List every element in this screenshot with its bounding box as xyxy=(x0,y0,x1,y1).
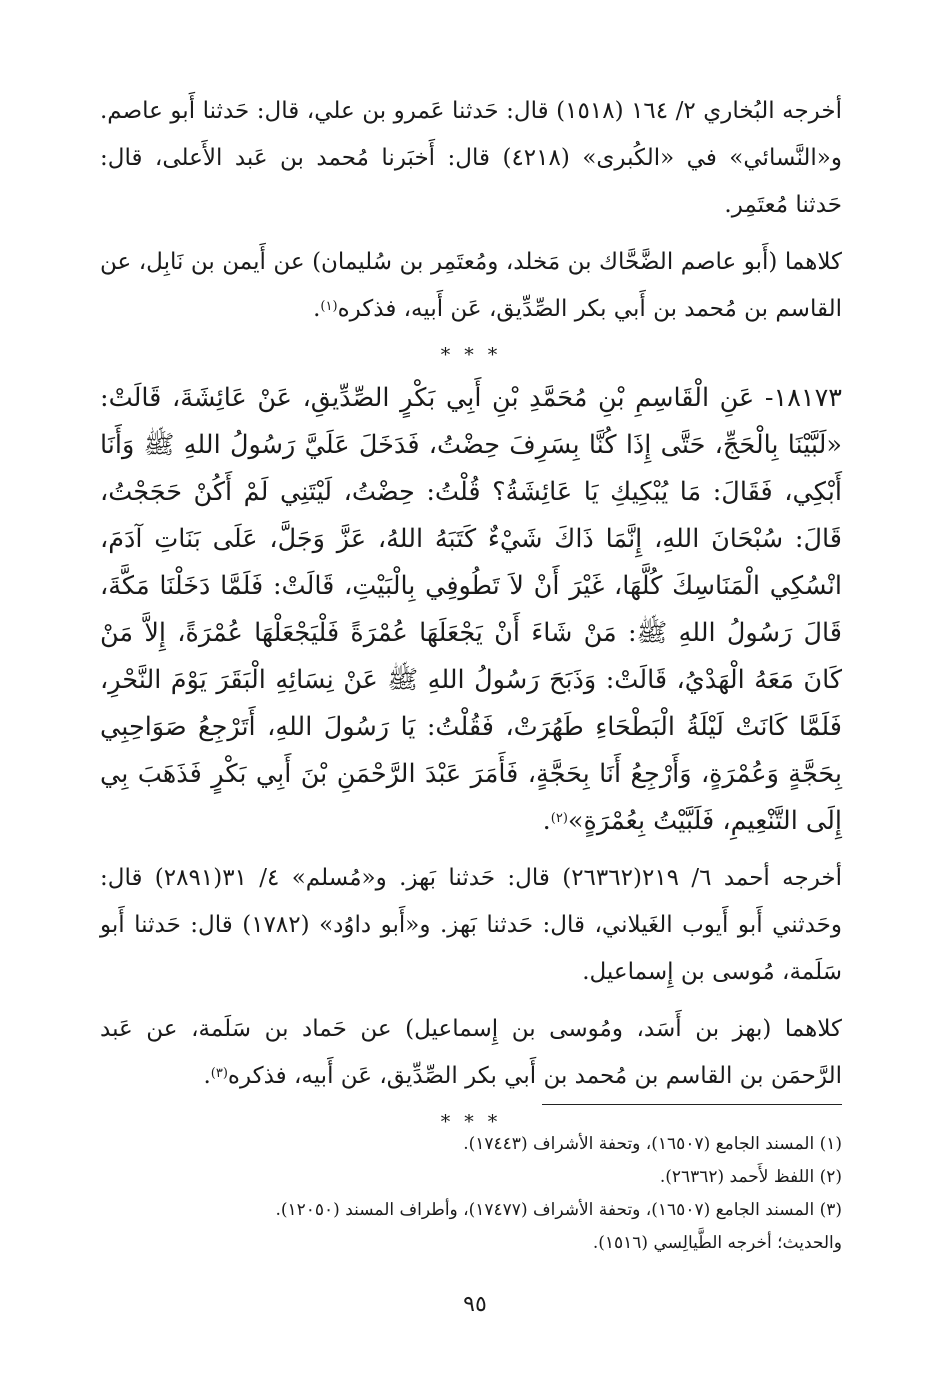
isnad-text-1: كلاهما (أَبو عاصم الضَّحَّاك بن مَخلد، ومُعتَمِر بن سُليمان) عن أَيمن بن نَابِل، عن القاسم بن مُحمد بن أَبي بكر الصِّدِّيق، عَن أَبيه، فذكره xyxy=(100,249,842,322)
section-separator: * * * xyxy=(440,1111,502,1133)
period: . xyxy=(542,806,551,836)
takhrij-paragraph-2: أخرجه أحمد ٦/ ٢١٩(٢٦٣٦٢) قال: حَدثنا بَهز. و«مُسلم» ٤/ ٣١(٢٨٩١) قال: وحَدثني أَبو أَيوب الغَيلاني، قال: حَدثنا بَهز. و«أَبو داوُد» (١٧٨٢) قال: حَدثنا أَبو سَلَمة، مُوسى بن إِسماعيل. xyxy=(100,865,843,985)
takhrij-paragraph-1: أخرجه البُخاري ٢/ ١٦٤ (١٥١٨) قال: حَدثنا عَمرو بن علي، قال: حَدثنا أَبو عاصم. و«النَّسائي» في «الكُبرى» (٤٢١٨) قال: أَخبَرنا مُحمد بن عَبد الأَعلى، قال: حَدثنا مُعتَمِر. xyxy=(100,98,842,218)
isnad-paragraph-1 xyxy=(100,239,842,333)
footnotes xyxy=(100,1128,842,1260)
hadith-body: ١٨١٧٣- عَنِ الْقَاسِمِ بْنِ مُحَمَّدِ بْنِ أَبِي بَكْرٍ الصِّدِّيقِ، عَنْ عَائِشَةَ، قَالَتْ: «لَبَّيْنَا بِالْحَجِّ، حَتَّى إِذَا كُنَّا بِسَرِفَ حِضْتُ، فَدَخَلَ عَلَيَّ رَسُولُ اللهِ ﷺ وَأَنَا أَبْكِي، فَقَالَ: مَا يُبْكِيكِ يَا عَائِشَةُ؟ قُلْتُ: حِضْتُ، لَيْتَنِي لَمْ أَكُنْ حَجَجْتُ، قَالَ: سُبْحَانَ اللهِ، إِنَّمَا ذَاكَ شَيْءٌ كَتَبَهُ اللهُ، عَزَّ وَجَلَّ، عَلَى بَنَاتِ آدَمَ، انْسُكِي الْمَنَاسِكَ كُلَّهَا، غَيْرَ أَنْ لاَ تَطُوفِي بِالْبَيْتِ، قَالَتْ: فَلَمَّا دَخَلْنَا مَكَّةَ، قَالَ رَسُولُ اللهِ ﷺ: مَنْ شَاءَ أَنْ يَجْعَلَهَا عُمْرَةً فَلْيَجْعَلْهَا عُمْرَةً، إِلاَّ مَنْ كَانَ مَعَهُ الْهَدْيُ، قَالَتْ: وَذَبَحَ رَسُولُ اللهِ ﷺ عَنْ نِسَائِهِ الْبَقَرَ يَوْمَ النَّحْرِ، فَلَمَّا كَانَتْ لَيْلَةُ الْبَطْحَاءِ طَهُرَتْ، فَقُلْتُ: يَا رَسُولَ اللهِ، أَتَرْجِعُ صَوَاحِبِي بِحَجَّةٍ وَعُمْرَةٍ، وَأَرْجِعُ أَنَا بِحَجَّةٍ، فَأَمَرَ عَبْدَ الرَّحْمَنِ بْنَ أَبِي بَكْرٍ فَذَهَبَ بِي إِلَى التَّنْعِيمِ، فَلَبَّيْتُ بِعُمْرَةٍ» xyxy=(100,383,842,836)
footnote-ref-2: (٢) xyxy=(550,811,568,826)
isnad-paragraph-2 xyxy=(100,1006,842,1100)
footnote-3-continuation: والحديث؛ أخرجه الطَّيالِسي (١٥١٦). xyxy=(592,1233,842,1253)
isnad-text-2: كلاهما (بهز بن أَسَد، ومُوسى بن إِسماعيل) عن حَماد بن سَلَمة، عن عَبد الرَّحمَن بن القاسم بن مُحمد بن أَبي بكر الصِّدِّيق، عَن أَبيه، فذكره xyxy=(100,1016,842,1089)
section-separator: * * * xyxy=(440,344,502,366)
page-number: ٩٥ xyxy=(463,1292,487,1317)
footnote-2: (٢) اللفظ لأَحمد (٢٦٣٦٢). xyxy=(659,1167,842,1187)
footnote-ref-1: (١) xyxy=(320,299,338,314)
footnote-rule xyxy=(542,1104,842,1105)
main-text xyxy=(100,88,842,1142)
period: . xyxy=(203,1063,211,1089)
period: . xyxy=(313,296,321,322)
hadith-text xyxy=(100,375,842,845)
footnote-3: (٣) المسند الجامع (١٦٥٠٧)، وتحفة الأشراف (١٧٤٧٧)، وأطراف المسند (١٢٠٥٠). xyxy=(275,1200,842,1220)
footnote-1: (١) المسند الجامع (١٦٥٠٧)، وتحفة الأشراف (١٧٤٤٣). xyxy=(463,1134,842,1154)
footnote-ref-3: (٣) xyxy=(210,1066,228,1081)
